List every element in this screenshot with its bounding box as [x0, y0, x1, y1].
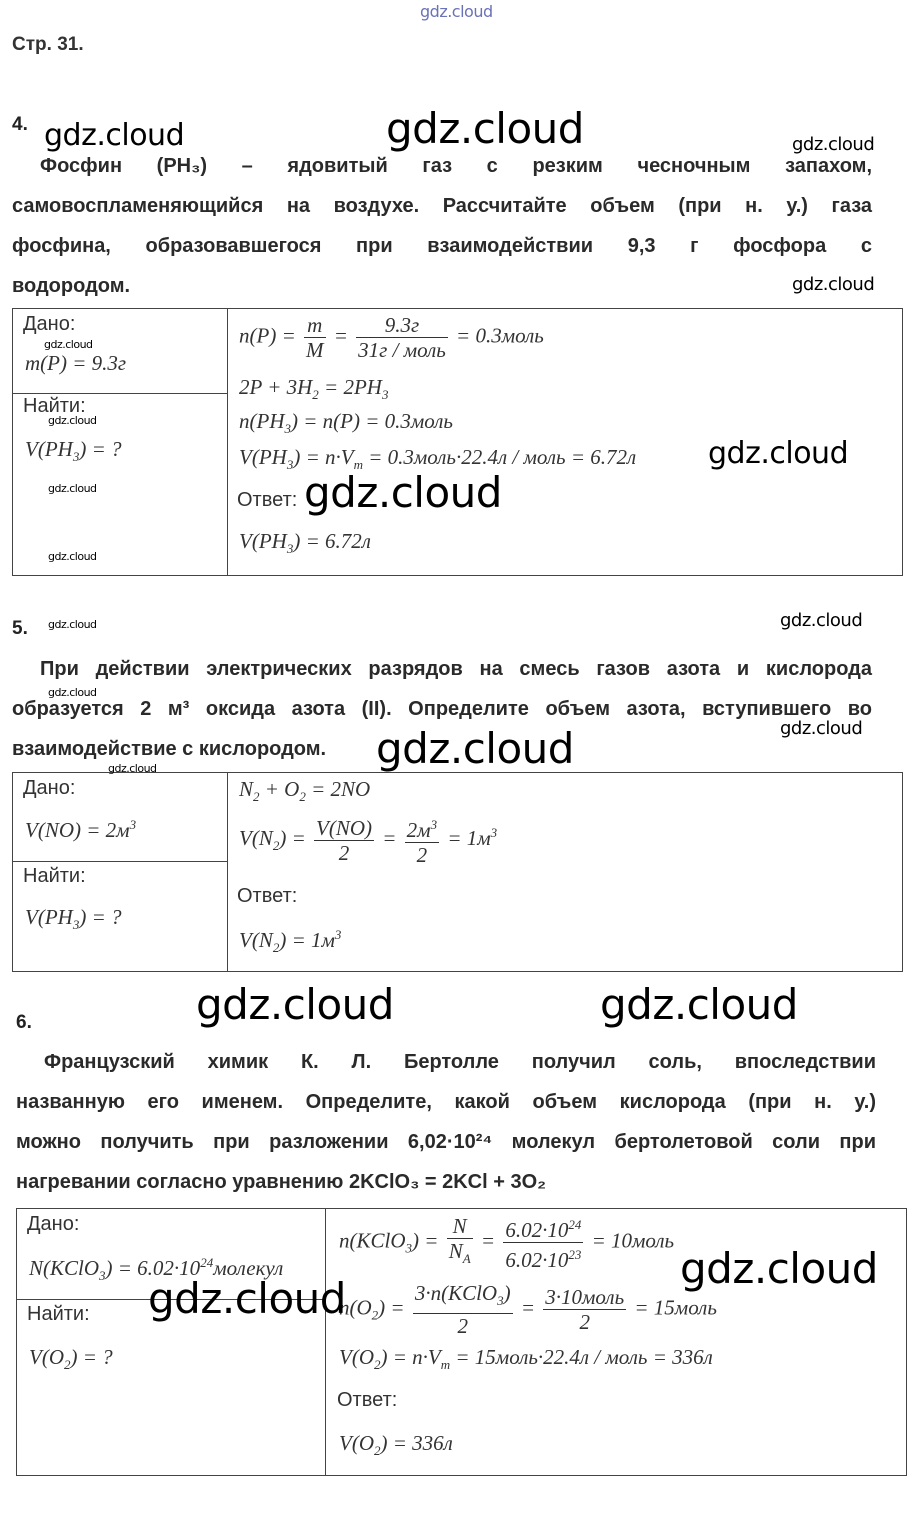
watermark: gdz.cloud [44, 338, 93, 351]
given-label: Дано: [23, 313, 76, 335]
find-formula: $V(PH_3)$ = ? [25, 437, 122, 465]
find-label: Найти: [23, 865, 86, 887]
find-formula: $V(PH_3)$ = ? [25, 905, 122, 933]
problem-4-line: самовоспламеняющийся на воздухе. Рассчитайте объем (при н. у.) газа [12, 195, 872, 217]
answer-formula: $V(O_2) = 336л$ [339, 1431, 453, 1459]
watermark: gdz.cloud [48, 414, 97, 427]
answer-label: Ответ: [337, 1389, 398, 1411]
problem-5-solution-table [12, 772, 903, 972]
solution-step-volume: $V(PH_3) = n\cdot V_m$ = 0.3моль·22.4л / моль = 6.72л [239, 445, 637, 473]
find-formula: $V(O_2)$ = ? [29, 1345, 113, 1373]
problem-6-line: нагревании согласно уравнению 2KClO₃ = 2KCl + 3O₂ [16, 1171, 547, 1193]
watermark: gdz.cloud [792, 134, 875, 155]
problem-6-text [16, 1042, 876, 1202]
solution-step-moles: n(P) = $\frac{m}{M}$ = $\frac{9.3г}{\text{31г / моль}}$ = 0.3моль [239, 313, 544, 362]
solution-step-reaction: $N_2 + O_2 = 2NO$ [239, 777, 371, 805]
watermark: gdz.cloud [48, 686, 97, 699]
watermark: gdz.cloud [680, 1244, 878, 1293]
problem-5-number: 5. [12, 618, 28, 639]
watermark: gdz.cloud [600, 980, 798, 1029]
answer-formula: $V(PH_3) = 6.72л$ [239, 529, 371, 557]
given-label: Дано: [23, 777, 76, 799]
solution-step-reaction: $2P + 3H_2 = 2PH_3$ [239, 375, 389, 403]
problem-5-line: образуется 2 м³ оксида азота (II). Определите объем азота, вступившего во [12, 698, 872, 720]
watermark: gdz.cloud [44, 118, 185, 153]
page-reference: Стр. 31. [12, 34, 84, 55]
solution-step-moles: n(KClO$_3$) = $\frac{N}{N_A}$ = $\frac{6.02\cdot 10^{24}}{6.02\cdot 10^{23}}$ = 10моль [339, 1213, 675, 1272]
problem-4-line: Фосфин (PH₃) – ядовитый газ с резким чесночным запахом, [40, 155, 872, 177]
watermark: gdz.cloud [196, 980, 394, 1029]
watermark: gdz.cloud [386, 104, 584, 153]
watermark: gdz.cloud [780, 610, 863, 631]
watermark: gdz.cloud [48, 618, 97, 631]
watermark: gdz.cloud [108, 762, 157, 775]
problem-6-line: можно получить при разложении 6,02·10²⁴ молекул бертолетовой соли при [16, 1131, 876, 1153]
answer-label: Ответ: [237, 489, 298, 511]
problem-4-line: водородом. [12, 275, 131, 297]
given-formula: N(KClO$_3$) = $6.02\cdot 10^{24}молекул$ [29, 1255, 284, 1284]
problem-5-line: взаимодействие с кислородом. [12, 738, 327, 760]
problem-4-number: 4. [12, 114, 28, 135]
problem-6-line: Французский химик К. Л. Бертолле получил соль, впоследствии [44, 1051, 876, 1073]
watermark: gdz.cloud [48, 482, 97, 495]
watermark: gdz.cloud [376, 724, 574, 773]
problem-6-number: 6. [16, 1012, 32, 1033]
problem-4-line: фосфина, образовавшегося при взаимодействии 9,3 г фосфора с [12, 235, 872, 257]
answer-formula: $V(N_2) = 1м^3$ [239, 927, 342, 956]
problem-6-line: названную его именем. Определите, какой объем кислорода (при н. у.) [16, 1091, 876, 1113]
watermark: gdz.cloud [304, 468, 502, 517]
given-formula: $V(NO) = 2м^3$ [25, 817, 137, 842]
solution-step-ratio: $n(O_2)$ = $\frac{3\cdot n(KClO_3)}{2}$ = $\frac{\text{3·10моль}}{2}$ = 15моль [339, 1281, 717, 1339]
watermark: gdz.cloud [148, 1274, 346, 1323]
problem-5-line: При действии электрических разрядов на смесь газов азота и кислорода [40, 658, 872, 680]
watermark: gdz.cloud [780, 718, 863, 739]
problem-4-text [12, 146, 875, 306]
given-formula: m(P) = 9.3г [25, 351, 127, 375]
find-label: Найти: [27, 1303, 90, 1325]
watermark: gdz.cloud [48, 550, 97, 563]
answer-label: Ответ: [237, 885, 298, 907]
given-label: Дано: [27, 1213, 80, 1235]
watermark: gdz.cloud [708, 436, 849, 471]
solution-step-volume: $V(O_2) = n\cdot V_m$ = 15моль·22.4л / моль = 336л [339, 1345, 713, 1373]
watermark: gdz.cloud [792, 274, 875, 295]
solution-step-volume: $V(N_2)$ = $\frac{V(NO)}{2}$ = $\frac{2м^3}{2}$ = $1м^3$ [239, 813, 497, 867]
solution-step-ratio: $n(PH_3) = n(P)$ = 0.3моль [239, 409, 453, 437]
find-label: Найти: [23, 395, 86, 417]
watermark-top: gdz.cloud [420, 2, 493, 21]
